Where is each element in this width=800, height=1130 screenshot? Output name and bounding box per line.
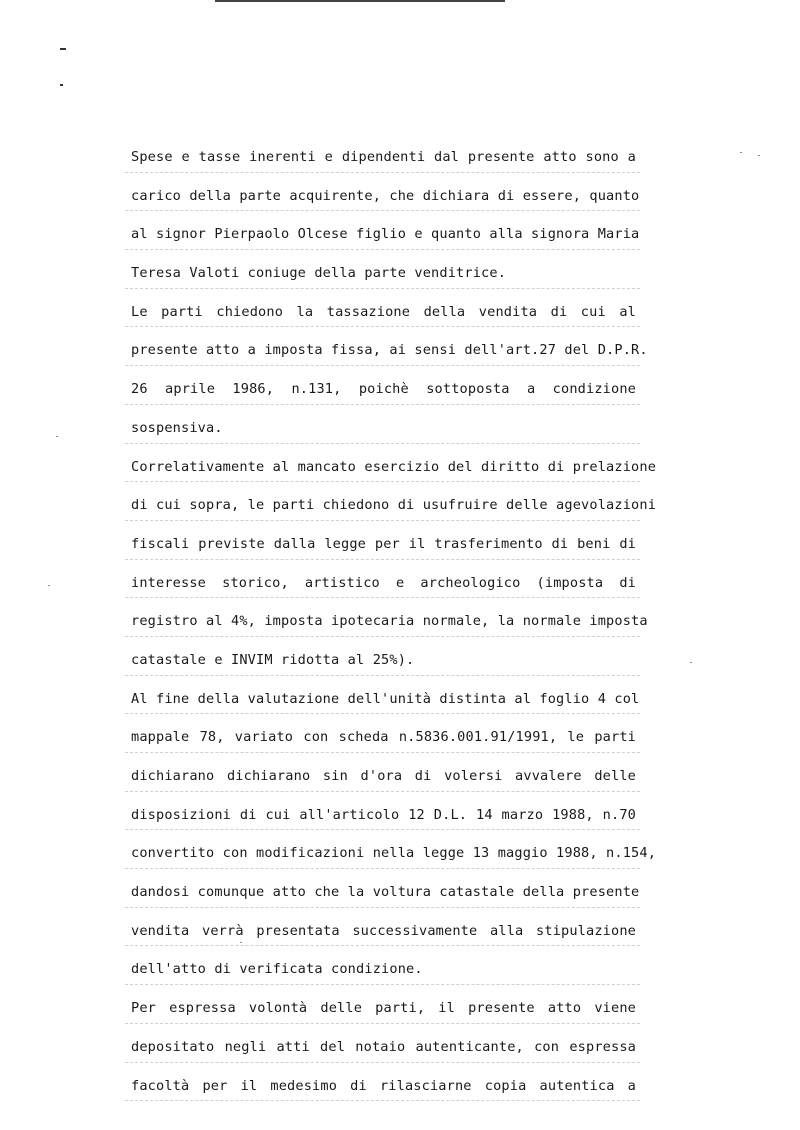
text-line: mappale 78, variato con scheda n.5836.001.91/1991, le parti [131,718,636,757]
text-line: presente atto a imposta fissa, ai sensi dell'art.27 del D.P.R. [131,331,636,370]
text-line: Teresa Valoti coniuge della parte venditrice. [131,254,636,293]
scan-speck [758,155,760,156]
text-line: Spese e tasse inerenti e dipendenti dal presente atto sono a [131,138,636,177]
text-line: carico della parte acquirente, che dichiara di essere, quanto [131,177,636,216]
scan-speck [690,662,692,663]
text-line: fiscali previste dalla legge per il trasferimento di beni di [131,525,636,564]
text-line: di cui sopra, le parti chiedono di usufruire delle agevolazioni [131,486,636,525]
text-line: registro al 4%, imposta ipotecaria normale, la normale imposta [131,602,636,641]
text-line: Al fine della valutazione dell'unità distinta al foglio 4 col [131,680,636,719]
text-line: Le parti chiedono la tassazione della vendita di cui al [131,293,636,332]
text-line: interesse storico, artistico e archeologico (imposta di [131,564,636,603]
scan-speck [48,585,50,586]
scan-speck [740,152,742,153]
text-line: dichiarano dichiarano sin d'ora di volersi avvalere delle [131,757,636,796]
document-body [131,138,657,1105]
text-line: Correlativamente al mancato esercizio del diritto di prelazione [131,448,636,487]
text-line: vendita verrà presentata successivamente alla stipulazione [131,912,636,951]
top-edge-rule [215,0,505,2]
text-line: facoltà per il medesimo di rilasciarne copia autentica a [131,1067,636,1106]
text-line: dandosi comunque atto che la voltura catastale della presente [131,873,636,912]
scan-speck [56,436,58,437]
text-line: depositato negli atti del notaio autenticante, con espressa [131,1028,636,1067]
text-line: al signor Pierpaolo Olcese figlio e quanto alla signora Maria [131,215,636,254]
margin-mark [60,48,66,50]
text-line: convertito con modificazioni nella legge 13 maggio 1988, n.154, [131,834,636,873]
text-line: catastale e INVIM ridotta al 25%). [131,641,636,680]
text-line: 26 aprile 1986, n.131, poichè sottoposta a condizione [131,370,636,409]
text-line: dell'atto di verificata condizione. [131,950,636,989]
text-line: Per espressa volontà delle parti, il presente atto viene [131,989,636,1028]
margin-mark [60,84,63,86]
text-line: sospensiva. [131,409,636,448]
text-line: disposizioni di cui all'articolo 12 D.L. 14 marzo 1988, n.70 [131,796,636,835]
